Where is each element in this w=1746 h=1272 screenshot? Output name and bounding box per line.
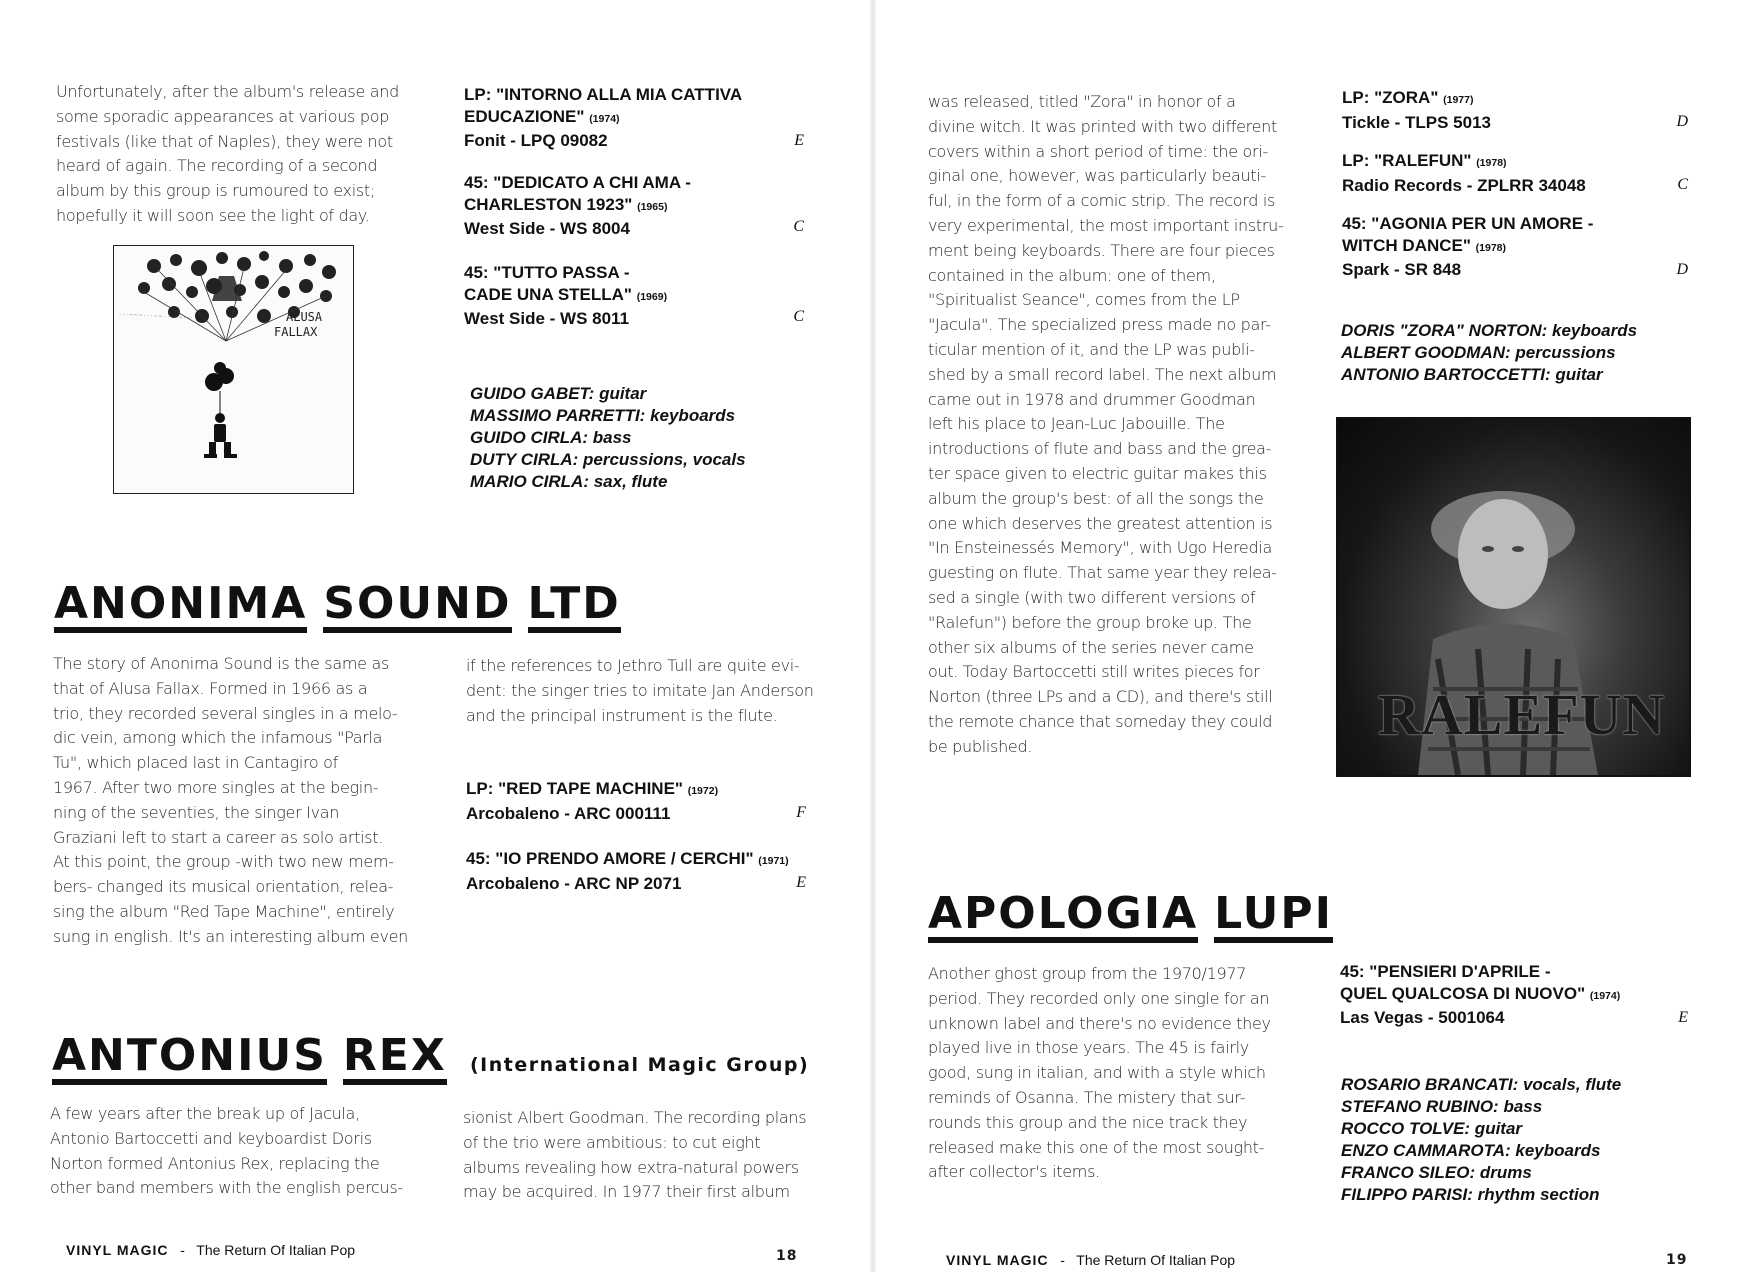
text-line: introductions of flute and bass and the grea- [928, 439, 1272, 459]
member-line: ALBERT GOODMAN: percussions [1341, 343, 1616, 362]
text-line: ginal one, however, was particularly beauti- [928, 166, 1266, 186]
text-line: Another ghost group from the 1970/1977 [928, 964, 1247, 983]
record-title: 45: "IO PRENDO AMORE / CERCHI" [466, 849, 754, 868]
record-title: 45: "DEDICATO A CHI AMA - [464, 173, 691, 192]
discography-entry [464, 262, 804, 326]
text-line: bers- changed its musical orientation, relea- [53, 877, 394, 897]
band-title-anonima-sound [54, 578, 637, 633]
magazine-name: VINYL MAGIC [946, 1252, 1049, 1268]
text-line: sung in english. It's an interesting album even [53, 926, 409, 946]
text-line: hopefully it will soon see the light of day. [56, 205, 370, 225]
text-line: reminds of Osanna. The mistery that sur- [928, 1087, 1246, 1107]
title-word: ANTONIUS [52, 1033, 327, 1085]
rarity-grade: E [1678, 1009, 1688, 1026]
rarity-grade: D [1676, 113, 1688, 130]
record-title: LP: "RED TAPE MACHINE" [466, 779, 683, 798]
record-year: (1971) [758, 855, 789, 867]
discography-entry [464, 84, 804, 150]
member-line: FILIPPO PARISI: rhythm section [1341, 1185, 1600, 1204]
text-line: At this point, the group -with two new mem- [53, 852, 394, 872]
member-line: DUTY CIRLA: percussions, vocals [470, 450, 746, 469]
record-label: Arcobaleno - ARC 000111 [466, 803, 671, 823]
footer-separator: - [180, 1242, 185, 1258]
record-title: CHARLESTON 1923" [464, 194, 633, 214]
text-line: be published. [928, 736, 1033, 756]
title-word: SOUND [323, 581, 511, 633]
record-title: 45: "PENSIERI D'APRILE - [1340, 962, 1551, 981]
apologia-members [1341, 1074, 1621, 1206]
record-year: (1974) [1589, 989, 1621, 1002]
text-line: sing the album "Red Tape Machine", entirely [53, 901, 395, 921]
discography-entry [466, 778, 806, 822]
text-line: period. They recorded only one single for an [928, 988, 1270, 1008]
cover-title-line2: FALLAX [274, 325, 318, 339]
discography-entry [1342, 213, 1688, 277]
member-line: MARIO CIRLA: sax, flute [470, 472, 668, 491]
svg-text:· · · ~ ~ ~ · · · ~ ~ · · · ~: · · · ~ ~ ~ · · · ~ ~ · · · ~ ~ · · · [118, 312, 193, 322]
text-line: other six albums of the series never came [928, 637, 1254, 657]
member-line: ENZO CAMMAROTA: keyboards [1341, 1141, 1601, 1160]
record-title: CADE UNA STELLA" [464, 284, 632, 304]
rarity-grade: D [1676, 261, 1688, 278]
text-line: ful, in the form of a comic strip. The record is [928, 191, 1276, 211]
text-line: festivals (like that of Naples), they were not [56, 131, 393, 151]
antonius-discography [1342, 87, 1688, 277]
anonima-text-col1 [53, 652, 408, 950]
text-line: released make this one of the most sought- [928, 1137, 1265, 1157]
title-word: REX [343, 1033, 447, 1085]
text-line: the remote chance that someday they could [928, 711, 1273, 731]
footer-left [66, 1242, 355, 1258]
page-number: 18 [776, 1248, 798, 1264]
text-line: dent: the singer tries to imitate Jan Anderson [466, 680, 814, 700]
text-line: very experimental, the most important instru- [928, 215, 1284, 235]
text-line: album the group's best: of all the songs the [928, 488, 1264, 508]
discography-entry [1342, 87, 1688, 131]
record-label: Las Vegas - 5001064 [1340, 1008, 1505, 1027]
text-line: "Ralefun") before the group broke up. The [928, 612, 1252, 632]
member-line: FRANCO SILEO: drums [1341, 1163, 1532, 1182]
text-line: ticular mention of it, and the LP was publi- [928, 339, 1255, 359]
text-line: may be acquired. In 1977 their first album [463, 1182, 790, 1202]
record-year: (1977) [1443, 94, 1474, 106]
record-title: QUEL QUALCOSA DI NUOVO" [1340, 983, 1586, 1003]
anonima-text-col2 [466, 654, 814, 728]
footer-right [946, 1252, 1235, 1268]
text-line: guesting on flute. That same year they relea- [928, 563, 1277, 583]
record-label: Fonit - LPQ 09082 [464, 131, 608, 150]
photo-caption: RALEFUN [1378, 682, 1666, 747]
text-line: albums revealing how extra-natural powers [463, 1157, 799, 1177]
band-subtitle: (International Magic Group) [470, 1054, 810, 1076]
record-label: West Side - WS 8004 [464, 219, 630, 238]
text-line: "In Ensteinessés Memory", with Ugo Heredia [928, 538, 1272, 558]
text-line: shed by a small record label. The next album [928, 364, 1277, 384]
record-label: Radio Records - ZPLRR 34048 [1342, 175, 1586, 195]
footer-separator: - [1060, 1252, 1065, 1268]
record-year: (1969) [636, 290, 668, 303]
text-line: covers within a short period of time: the ori- [928, 141, 1268, 161]
record-title: 45: "TUTTO PASSA - [464, 263, 630, 282]
text-line: ment being keyboards. There are four pieces [928, 240, 1275, 260]
alusa-continued-text [56, 80, 399, 229]
record-label: Arcobaleno - ARC NP 2071 [466, 873, 682, 893]
member-line: GUIDO GABET: guitar [470, 384, 647, 403]
rarity-grade: E [796, 874, 806, 891]
text-line: out. Today Bartoccetti still writes pieces for [928, 662, 1260, 682]
record-label: West Side - WS 8011 [464, 309, 630, 328]
page-number: 19 [1666, 1252, 1688, 1268]
member-line: STEFANO RUBINO: bass [1341, 1097, 1543, 1116]
text-line: trio, they recorded several singles in a melo- [53, 703, 398, 723]
record-year: (1972) [687, 785, 719, 797]
text-line: Unfortunately, after the album's release and [56, 82, 399, 101]
antonius-text-col2 [463, 1106, 806, 1205]
text-line: 1967. After two more singles at the begin- [53, 777, 379, 797]
record-year: (1978) [1476, 157, 1507, 169]
text-line: A few years after the break up of Jacula, [50, 1104, 360, 1123]
band-title-apologia-lupi [928, 888, 1349, 943]
member-line: DORIS "ZORA" NORTON: keyboards [1341, 321, 1638, 340]
text-line: left his place to Jean-Luc Jabouille. The [928, 414, 1225, 434]
text-line: played live in those years. The 45 is fairly [928, 1038, 1249, 1058]
text-line: sed a single (with two different versions of [928, 587, 1256, 607]
member-line: MASSIMO PARRETTI: keyboards [470, 406, 736, 425]
text-line: Norton formed Antonius Rex, replacing the [50, 1153, 380, 1173]
text-line: Antonio Bartoccetti and keyboardist Doris [50, 1128, 372, 1148]
antonius-continued-text [928, 90, 1284, 760]
text-line: Graziani left to start a career as solo artist. [53, 827, 384, 847]
cover-title-line1: ALUSA [286, 310, 323, 324]
discography-entry [464, 172, 804, 236]
member-line: ROSARIO BRANCATI: vocals, flute [1341, 1075, 1622, 1094]
apologia-discography [1340, 961, 1688, 1025]
text-line: sionist Albert Goodman. The recording plans [463, 1108, 807, 1127]
record-title: LP: "ZORA" [1342, 88, 1439, 107]
rarity-grade: E [794, 132, 804, 149]
rarity-grade: C [1677, 176, 1688, 193]
text-line: other band members with the english percus- [50, 1178, 403, 1198]
text-line: some sporadic appearances at various pop [56, 106, 390, 126]
antonius-members [1341, 320, 1637, 386]
title-word: LTD [528, 581, 621, 633]
text-line: one which deserves the greatest attention is [928, 513, 1273, 533]
title-word: ANONIMA [54, 581, 307, 633]
record-year: (1978) [1475, 241, 1507, 254]
text-line: divine witch. It was printed with two different [928, 116, 1277, 136]
record-label: Spark - SR 848 [1342, 260, 1462, 279]
cover-illustration [114, 246, 353, 493]
text-line: unknown label and there's no evidence they [928, 1013, 1271, 1033]
discography-entry [1340, 961, 1688, 1025]
magazine-name: VINYL MAGIC [66, 1242, 169, 1258]
record-year: (1974) [589, 112, 620, 125]
text-line: ning of the seventies, the singer Ivan [53, 802, 340, 822]
text-line: Tu", which placed last in Cantagiro of [53, 753, 338, 773]
text-line: was released, titled "Zora" in honor of a [928, 92, 1236, 111]
text-line: contained in the album: one of them, [928, 265, 1216, 285]
text-line: "Jacula". The specialized press made no par- [928, 315, 1271, 335]
text-line: if the references to Jethro Tull are quite evi- [466, 656, 800, 675]
antonius-text-col1 [50, 1102, 403, 1201]
text-line: and the principal instrument is the flute. [466, 705, 778, 725]
text-line: dic vein, among which the infamous "Parla [53, 728, 383, 748]
title-word: LUPI [1214, 891, 1333, 943]
record-label: Tickle - TLPS 5013 [1342, 112, 1491, 132]
alusa-discography [464, 84, 804, 326]
text-line: good, sung in italian, and with a style which [928, 1063, 1266, 1083]
text-line: Norton (three LPs and a CD), and there's still [928, 687, 1273, 707]
band-title-antonius-rex [52, 1030, 463, 1085]
rarity-grade: C [793, 308, 804, 325]
text-line: The story of Anonima Sound is the same as [53, 654, 389, 673]
text-line: after collector's items. [928, 1162, 1100, 1182]
record-year: (1965) [637, 200, 668, 213]
member-line: GUIDO CIRLA: bass [470, 428, 632, 447]
text-line: album by this group is rumoured to exist; [56, 181, 375, 201]
text-line: rounds this group and the nice track they [928, 1112, 1248, 1132]
text-line: of the trio were ambitious: to cut eight [463, 1132, 761, 1152]
member-line: ROCCO TOLVE: guitar [1341, 1119, 1523, 1138]
anonima-discography [466, 778, 806, 892]
rarity-grade: C [793, 218, 804, 235]
record-title: EDUCAZIONE" [464, 106, 585, 126]
member-line: ANTONIO BARTOCCETTI: guitar [1341, 365, 1603, 384]
text-line: came out in 1978 and drummer Goodman [928, 389, 1256, 409]
magazine-subtitle: The Return Of Italian Pop [196, 1242, 356, 1258]
record-title: 45: "AGONIA PER UN AMORE - [1342, 214, 1594, 233]
alusa-members [470, 383, 746, 493]
text-line: that of Alusa Fallax. Formed in 1966 as a [53, 678, 368, 698]
ralefun-album-photo [1336, 417, 1691, 777]
discography-entry [466, 848, 806, 892]
record-title: LP: "RALEFUN" [1342, 151, 1472, 170]
text-line: heard of again. The recording of a second [56, 156, 378, 176]
text-line: ter space given to electric guitar makes this [928, 463, 1267, 483]
magazine-subtitle: The Return Of Italian Pop [1076, 1252, 1236, 1268]
rarity-grade: F [796, 804, 806, 821]
record-title: LP: "INTORNO ALLA MIA CATTIVA [464, 85, 743, 104]
title-word: APOLOGIA [928, 891, 1198, 943]
apologia-text [928, 962, 1271, 1185]
page-gutter [870, 0, 876, 1272]
text-line: "Spiritualist Seance", comes from the LP [928, 290, 1240, 310]
alusa-fallax-album-cover [113, 245, 354, 494]
record-title: WITCH DANCE" [1342, 235, 1471, 255]
discography-entry [1342, 150, 1688, 194]
